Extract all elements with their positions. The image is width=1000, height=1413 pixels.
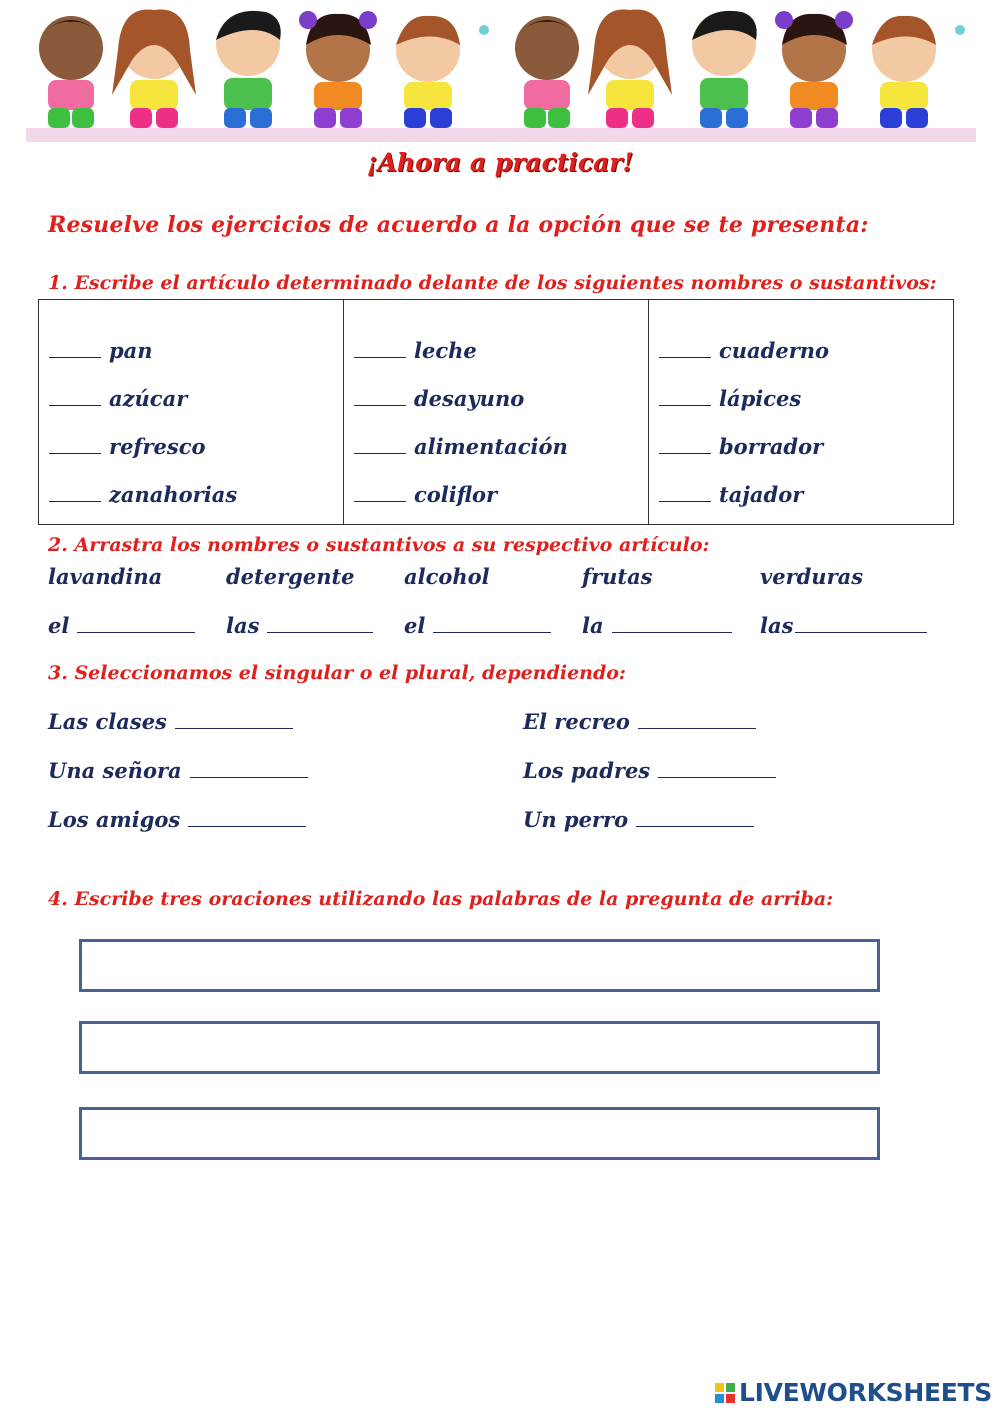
select-item: Un perro — [523, 807, 754, 832]
word-item: zanahorias — [49, 482, 343, 530]
select-item: Los padres — [523, 758, 776, 783]
exercise-1-table — [38, 299, 954, 525]
instructions: Resuelve los ejercicios de acuerdo a la opción que se te presenta: — [48, 212, 869, 238]
header-banner-illustration — [26, 0, 976, 142]
draggable-word[interactable]: verduras — [760, 564, 864, 589]
article-blank[interactable] — [659, 340, 711, 358]
word-item: azúcar — [49, 386, 343, 434]
exercise-1-prompt: 1. Escribe el artículo determinado delante de los siguientes nombres o sustantivos: — [48, 272, 937, 294]
exercise-2-prompt: 2. Arrastra los nombres o sustantivos a su respectivo artículo: — [48, 534, 710, 556]
article-blank[interactable] — [49, 388, 101, 406]
draggable-word[interactable]: lavandina — [48, 564, 163, 589]
article-blank[interactable] — [659, 436, 711, 454]
article-blank[interactable] — [49, 340, 101, 358]
drop-slot[interactable] — [77, 615, 195, 633]
exercise-1-column — [39, 300, 344, 524]
select-slot[interactable] — [175, 711, 293, 729]
word-item: desayuno — [354, 386, 648, 434]
select-slot[interactable] — [188, 809, 306, 827]
page-title: ¡Ahora a practicar! — [366, 148, 634, 177]
article-drop-target: las — [226, 613, 373, 638]
exercise-1-column — [344, 300, 649, 524]
article-blank[interactable] — [354, 340, 406, 358]
exercise-3-prompt: 3. Seleccionamos el singular o el plural, dependiendo: — [48, 662, 626, 684]
liveworksheets-logo — [715, 1378, 992, 1407]
select-item: El recreo — [523, 709, 756, 734]
drop-slot[interactable] — [267, 615, 373, 633]
word-item: leche — [354, 338, 648, 386]
exercise-4-prompt: 4. Escribe tres oraciones utilizando las palabras de la pregunta de arriba: — [48, 888, 834, 910]
drop-slot[interactable] — [795, 615, 927, 633]
select-item: Una señora — [48, 758, 308, 783]
select-item: Los amigos — [48, 807, 306, 832]
logo-text: LIVEWORKSHEETS — [738, 1378, 992, 1407]
select-slot[interactable] — [658, 760, 776, 778]
logo-squares-icon — [715, 1383, 735, 1403]
sentence-input-2[interactable] — [79, 1021, 880, 1074]
article-drop-target: las — [760, 613, 927, 638]
word-item: lápices — [659, 386, 953, 434]
draggable-word[interactable]: detergente — [226, 564, 355, 589]
drop-slot[interactable] — [612, 615, 732, 633]
article-blank[interactable] — [659, 484, 711, 502]
draggable-word[interactable]: frutas — [582, 564, 653, 589]
word-item: tajador — [659, 482, 953, 530]
sentence-input-3[interactable] — [79, 1107, 880, 1160]
drop-slot[interactable] — [433, 615, 551, 633]
select-slot[interactable] — [638, 711, 756, 729]
word-item: borrador — [659, 434, 953, 482]
draggable-word[interactable]: alcohol — [404, 564, 490, 589]
sentence-input-1[interactable] — [79, 939, 880, 992]
article-blank[interactable] — [354, 388, 406, 406]
article-blank[interactable] — [49, 436, 101, 454]
kids-illustration — [26, 0, 976, 142]
select-slot[interactable] — [190, 760, 308, 778]
article-blank[interactable] — [354, 436, 406, 454]
article-blank[interactable] — [354, 484, 406, 502]
article-blank[interactable] — [659, 388, 711, 406]
word-item: coliflor — [354, 482, 648, 530]
exercise-1-column — [649, 300, 953, 524]
word-item: alimentación — [354, 434, 648, 482]
article-drop-target: el — [48, 613, 195, 638]
article-drop-target: la — [582, 613, 732, 638]
article-blank[interactable] — [49, 484, 101, 502]
select-item: Las clases — [48, 709, 293, 734]
word-item: refresco — [49, 434, 343, 482]
word-item: cuaderno — [659, 338, 953, 386]
word-item: pan — [49, 338, 343, 386]
article-drop-target: el — [404, 613, 551, 638]
select-slot[interactable] — [636, 809, 754, 827]
